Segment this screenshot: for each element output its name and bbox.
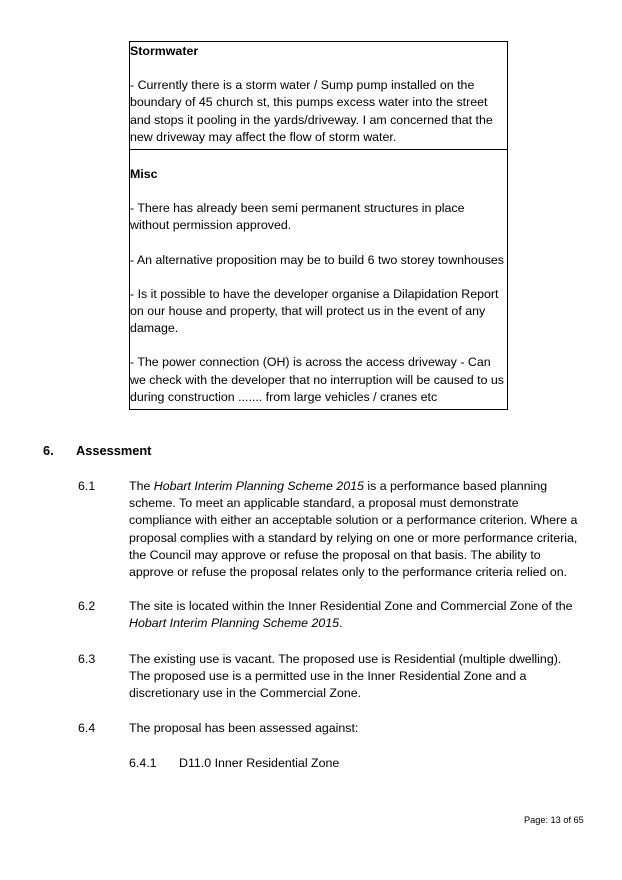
misc-heading: Misc [130, 167, 158, 181]
paragraph-text: The site is located within the Inner Residential Zone and Commercial Zone of the Hobart Interim Planning Scheme 2015. [129, 599, 573, 631]
stormwater-heading: Stormwater [130, 44, 199, 58]
misc-item: - There has already been semi permanent structures in place without permission approved. [130, 201, 465, 233]
paragraph-text: The existing use is vacant. The proposed use is Residential (multiple dwelling). The proposed use is a permitted use in the Inner Residential Zone and a discretionary use in the Commercial Zone. [129, 652, 562, 701]
section-heading [43, 443, 151, 458]
stormwater-cell [130, 43, 507, 149]
paragraph-text: The Hobart Interim Planning Scheme 2015 is a performance based planning scheme. To meet an applicable standard, a proposal must demonstrate compliance with either an acceptable solution or a performance criterion. Where a proposal complies with a standard by relying on one or more performance criteria, the Council may approve or refuse the proposal on that basis. The ability to approve or refuse the proposal relates only to the performance criteria relied on. [129, 479, 578, 580]
scheme-name: Hobart Interim Planning Scheme 2015 [129, 616, 340, 631]
paragraph-number: 6.2 [78, 599, 96, 613]
section-title: Assessment [76, 443, 152, 458]
paragraph-text: The proposal has been assessed against: [129, 721, 359, 735]
submission-table [129, 41, 508, 410]
subitem-number: 6.4.1 [129, 756, 157, 770]
misc-item: - Is it possible to have the developer organise a Dilapidation Report on our house and property, that will protect us in the event of any damage. [130, 286, 499, 336]
scheme-name: Hobart Interim Planning Scheme 2015 [153, 479, 364, 493]
stormwater-text: - Currently there is a storm water / Sump pump installed on the boundary of 45 church st, this pumps excess water into the street and stops it pooling in the yards/driveway. I am concerned that the new driveway may affect the flow of storm water. [130, 78, 493, 144]
page-number: Page: 13 of 65 [524, 815, 584, 825]
misc-item: - The power connection (OH) is across the access driveway - Can we check with the developer that no interruption will be caused to us during construction ....... from large vehicles / cranes etc [130, 355, 505, 404]
subitem-text: D11.0 Inner Residential Zone [179, 756, 340, 770]
paragraph-number: 6.3 [78, 652, 96, 666]
paragraph-number: 6.1 [78, 479, 96, 493]
misc-item: - An alternative proposition may be to build 6 two storey townhouses [130, 252, 504, 267]
misc-cell [130, 149, 507, 409]
section-number: 6. [43, 443, 54, 458]
paragraph-number: 6.4 [78, 721, 96, 735]
